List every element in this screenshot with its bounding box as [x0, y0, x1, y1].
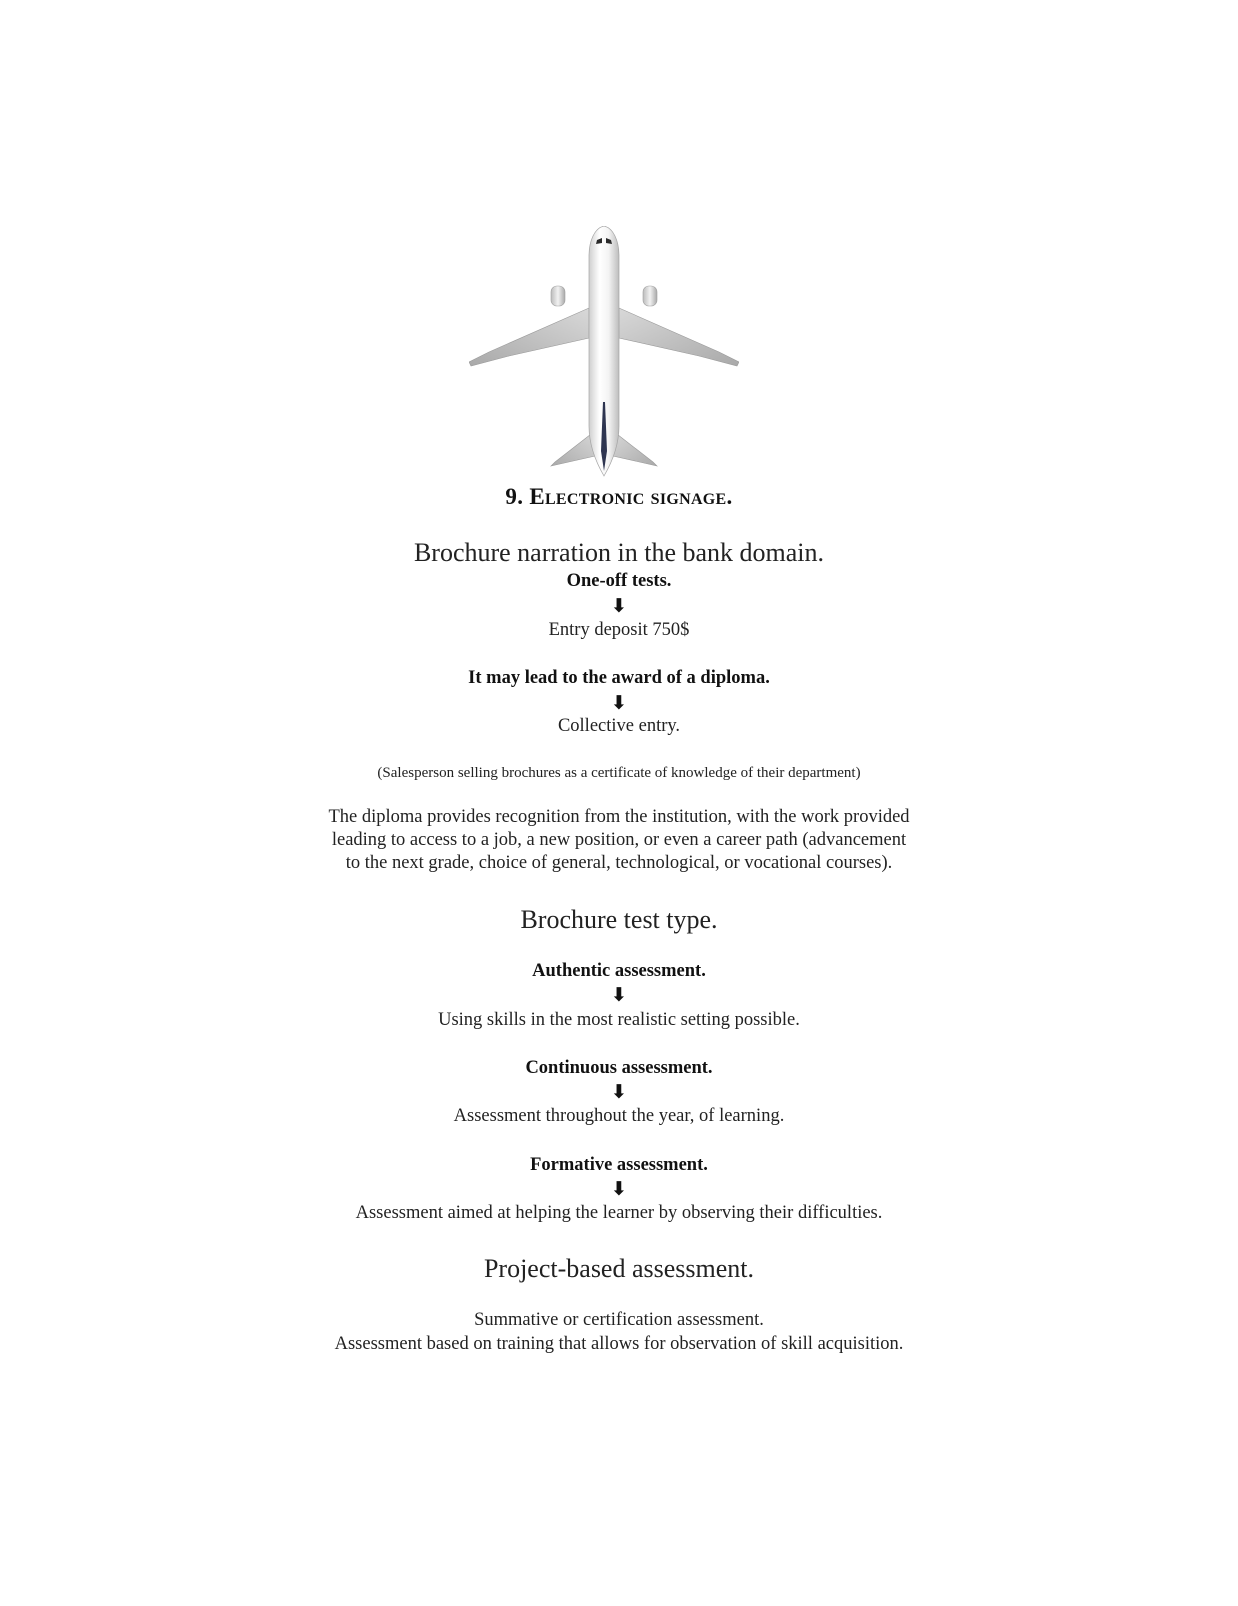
heading-bank-domain: Brochure narration in the bank domain. — [413, 538, 825, 567]
diploma-paragraph-line: to the next grade, choice of general, technological, or vocational courses). — [345, 853, 893, 873]
arrow-down-icon: ⬇ — [611, 984, 627, 1006]
diploma-paragraph — [269, 806, 969, 875]
collective-entry-text: Collective entry. — [557, 716, 681, 736]
formative-assessment-desc: Assessment aimed at helping the learner by observing their difficulties. — [355, 1203, 883, 1223]
training-assessment-text: Assessment based on training that allows for observation of skill acquisition. — [334, 1334, 904, 1354]
airplane-icon — [469, 226, 739, 486]
continuous-assessment-label: Continuous assessment. — [525, 1058, 713, 1078]
one-off-tests-label: One-off tests. — [566, 571, 672, 591]
salesperson-note: (Salesperson selling brochures as a certificate of knowledge of their department) — [377, 765, 861, 781]
formative-assessment-label: Formative assessment. — [530, 1155, 708, 1175]
entry-deposit-text: Entry deposit 750$ — [548, 620, 690, 640]
heading-test-type: Brochure test type. — [520, 905, 718, 934]
authentic-assessment-label: Authentic assessment. — [532, 961, 706, 981]
diploma-award-label: It may lead to the award of a diploma. — [468, 668, 770, 688]
diploma-paragraph-line: The diploma provides recognition from the institution, with the work provided — [328, 807, 910, 827]
section-title: 9. Electronic signage. — [505, 484, 733, 509]
authentic-assessment-desc: Using skills in the most realistic setting possible. — [438, 1010, 800, 1030]
arrow-down-icon: ⬇ — [611, 692, 627, 714]
arrow-down-icon: ⬇ — [611, 1081, 627, 1103]
arrow-down-icon: ⬇ — [611, 1178, 627, 1200]
arrow-down-icon: ⬇ — [611, 595, 627, 617]
continuous-assessment-desc: Assessment throughout the year, of learning. — [453, 1106, 785, 1126]
heading-project-based: Project-based assessment. — [483, 1254, 755, 1283]
diploma-paragraph-line: leading to access to a job, a new position, or even a career path (advancement — [331, 830, 907, 850]
summative-assessment-text: Summative or certification assessment. — [474, 1310, 764, 1330]
